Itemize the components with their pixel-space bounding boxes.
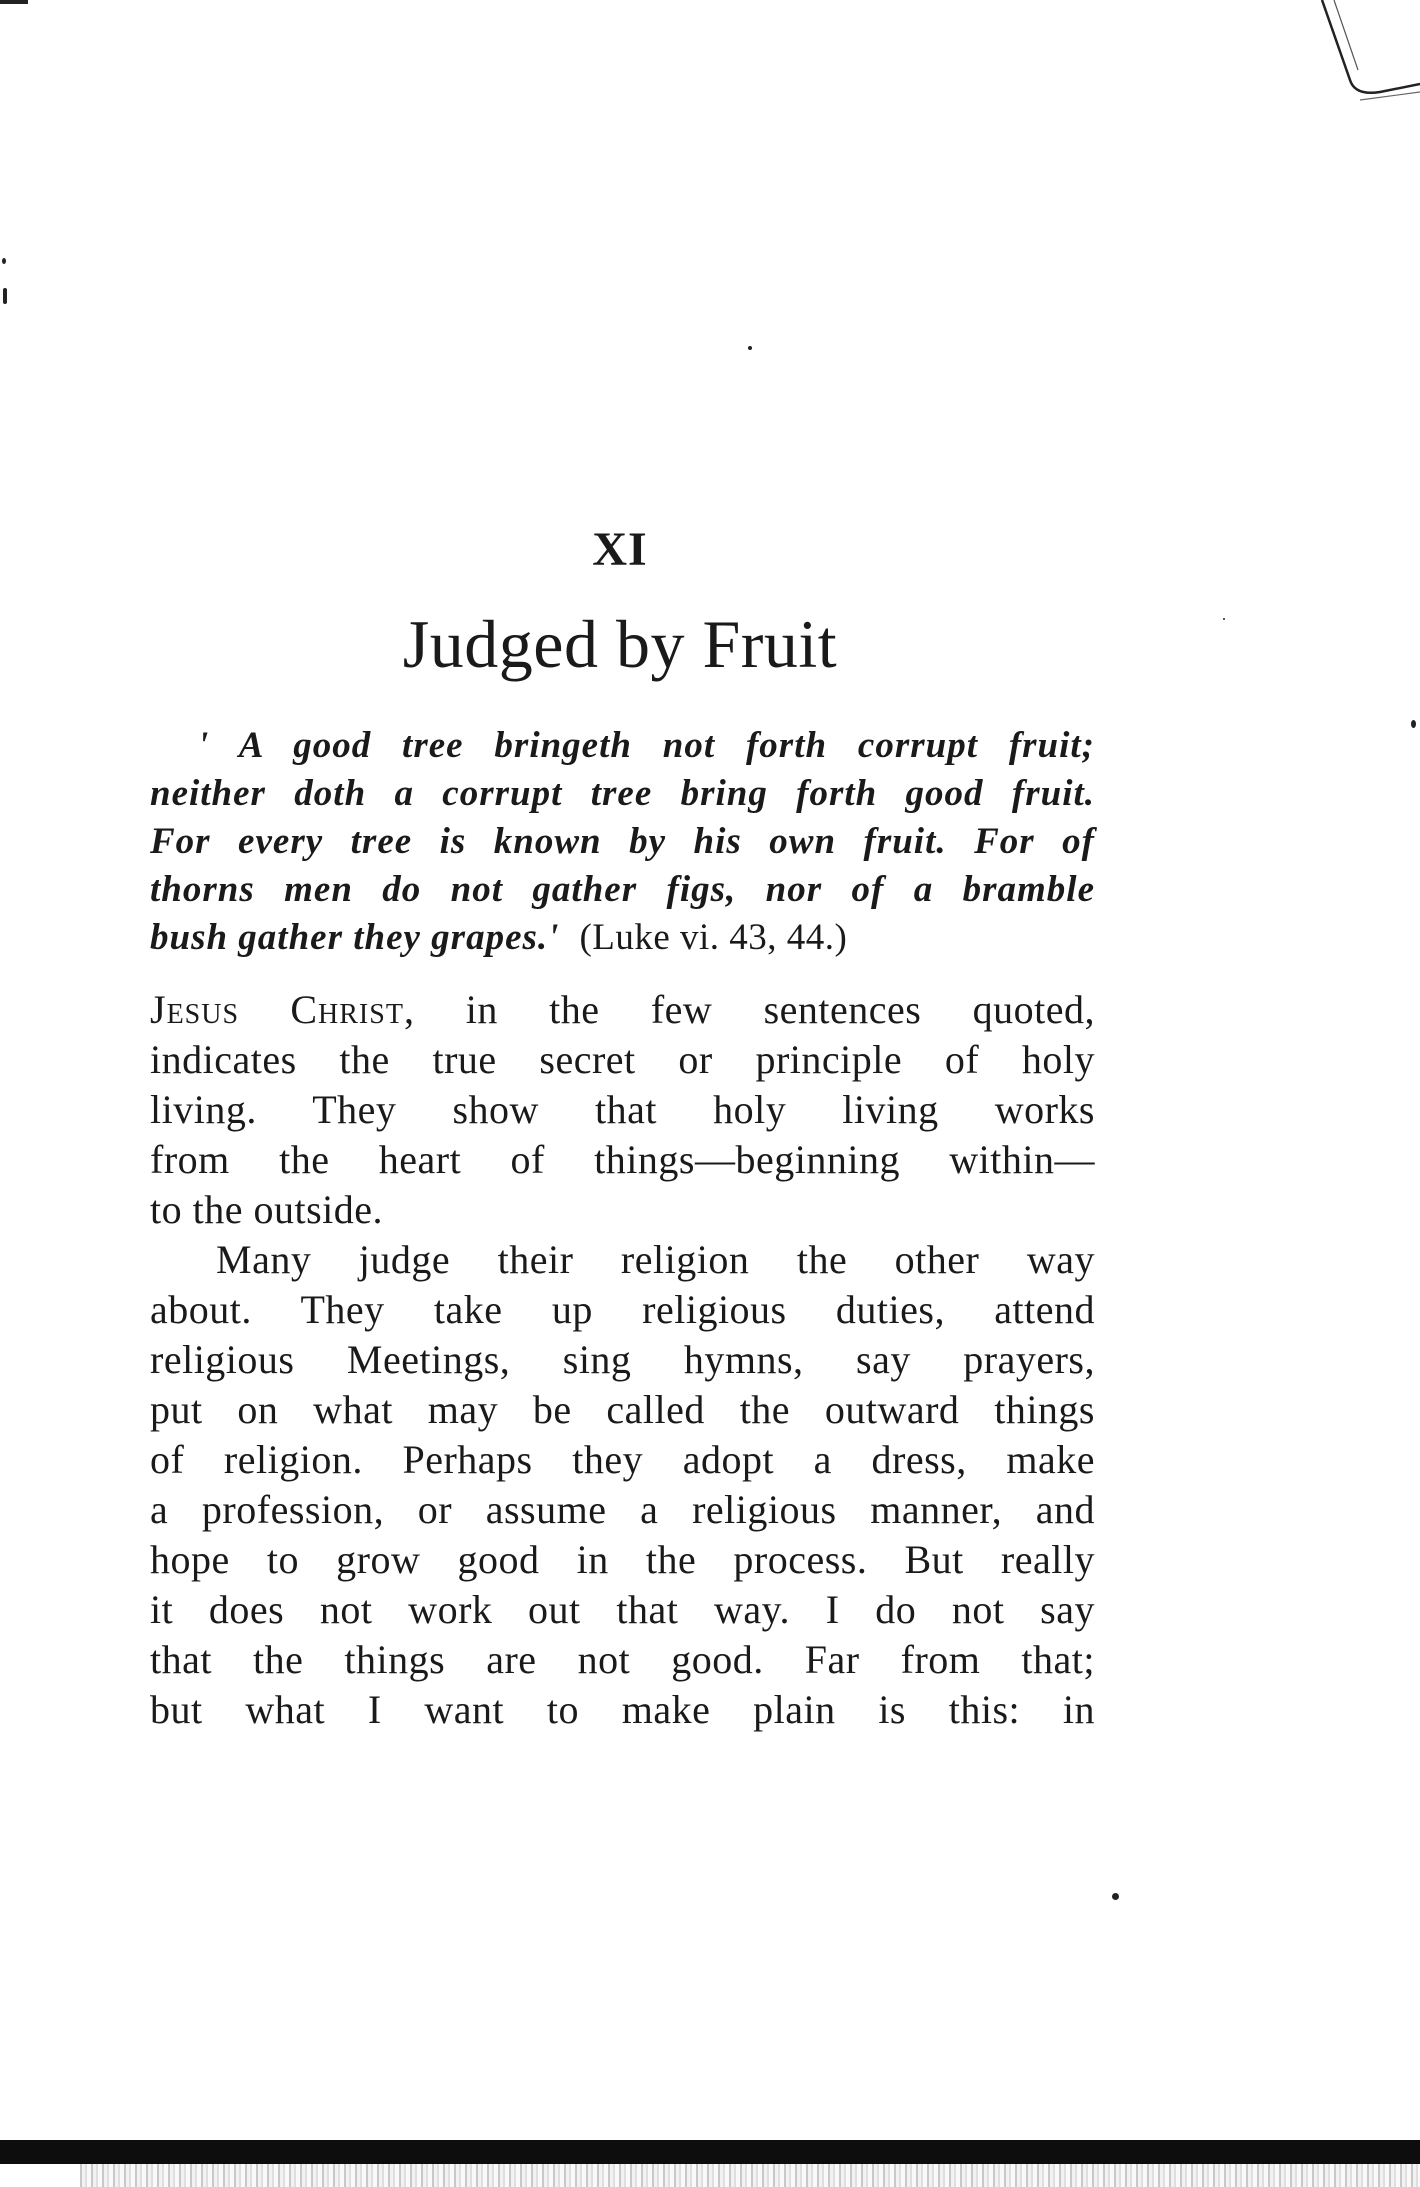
scan-speck: [748, 346, 752, 350]
scan-speck: [1411, 720, 1416, 728]
lead-word: Jesus: [150, 987, 240, 1032]
scan-bottom-noise: [80, 2164, 1420, 2187]
paragraph-line: living. They show that holy living works: [150, 1087, 1095, 1132]
paragraph-line: to the outside.: [150, 1187, 384, 1232]
paragraph-line: , in the few sentences quoted,: [403, 987, 1096, 1032]
paragraph-line: from the heart of things—beginning within—: [150, 1137, 1095, 1182]
paragraph-line: Many judge their religion the other way: [216, 1237, 1095, 1282]
paragraph-line: of religion. Perhaps they adopt a dress, make: [150, 1437, 1095, 1482]
epigraph: [150, 722, 1095, 962]
chapter-number: XI: [592, 523, 648, 576]
paragraph-line: a profession, or assume a religious manner, and: [150, 1487, 1095, 1532]
epigraph-line: thorns men do not gather figs, nor of a bramble: [150, 869, 1095, 910]
paragraph-line: it does not work out that way. I do not say: [150, 1587, 1095, 1632]
paragraph-line: hope to grow good in the process. But really: [150, 1537, 1095, 1582]
chapter-title: Judged by Fruit: [402, 606, 838, 682]
epigraph-line: ' A good tree bringeth not forth corrupt fruit;: [198, 725, 1095, 766]
paragraph-line: indicates the true secret or principle of holy: [150, 1037, 1095, 1082]
epigraph-last-line: [150, 914, 1095, 962]
scripture-reference: (Luke vi. 43, 44.): [579, 917, 848, 958]
lead-word: Christ: [290, 987, 404, 1032]
paragraph-line: that the things are not good. Far from that;: [150, 1637, 1095, 1682]
epigraph-line: bush gather they grapes.': [150, 917, 560, 958]
epigraph-line: For every tree is known by his own fruit. For of: [150, 821, 1095, 862]
scan-bottom-edge: [0, 2140, 1420, 2164]
body-text: [150, 985, 1095, 1735]
page-corner-curl: [1320, 0, 1420, 110]
scan-speck: [1112, 1893, 1119, 1900]
paragraph-line: about. They take up religious duties, attend: [150, 1287, 1095, 1332]
scan-speck: [2, 258, 6, 264]
paragraph-line: religious Meetings, sing hymns, say prayers,: [150, 1337, 1095, 1382]
paragraph-1-opening-line: [150, 985, 1095, 1035]
scan-edge-mark: [0, 0, 28, 4]
paragraph-line: put on what may be called the outward things: [150, 1387, 1095, 1432]
epigraph-line: neither doth a corrupt tree bring forth good fruit.: [150, 773, 1095, 814]
scan-speck: [3, 288, 7, 304]
paragraph-line: but what I want to make plain is this: in: [150, 1687, 1095, 1732]
